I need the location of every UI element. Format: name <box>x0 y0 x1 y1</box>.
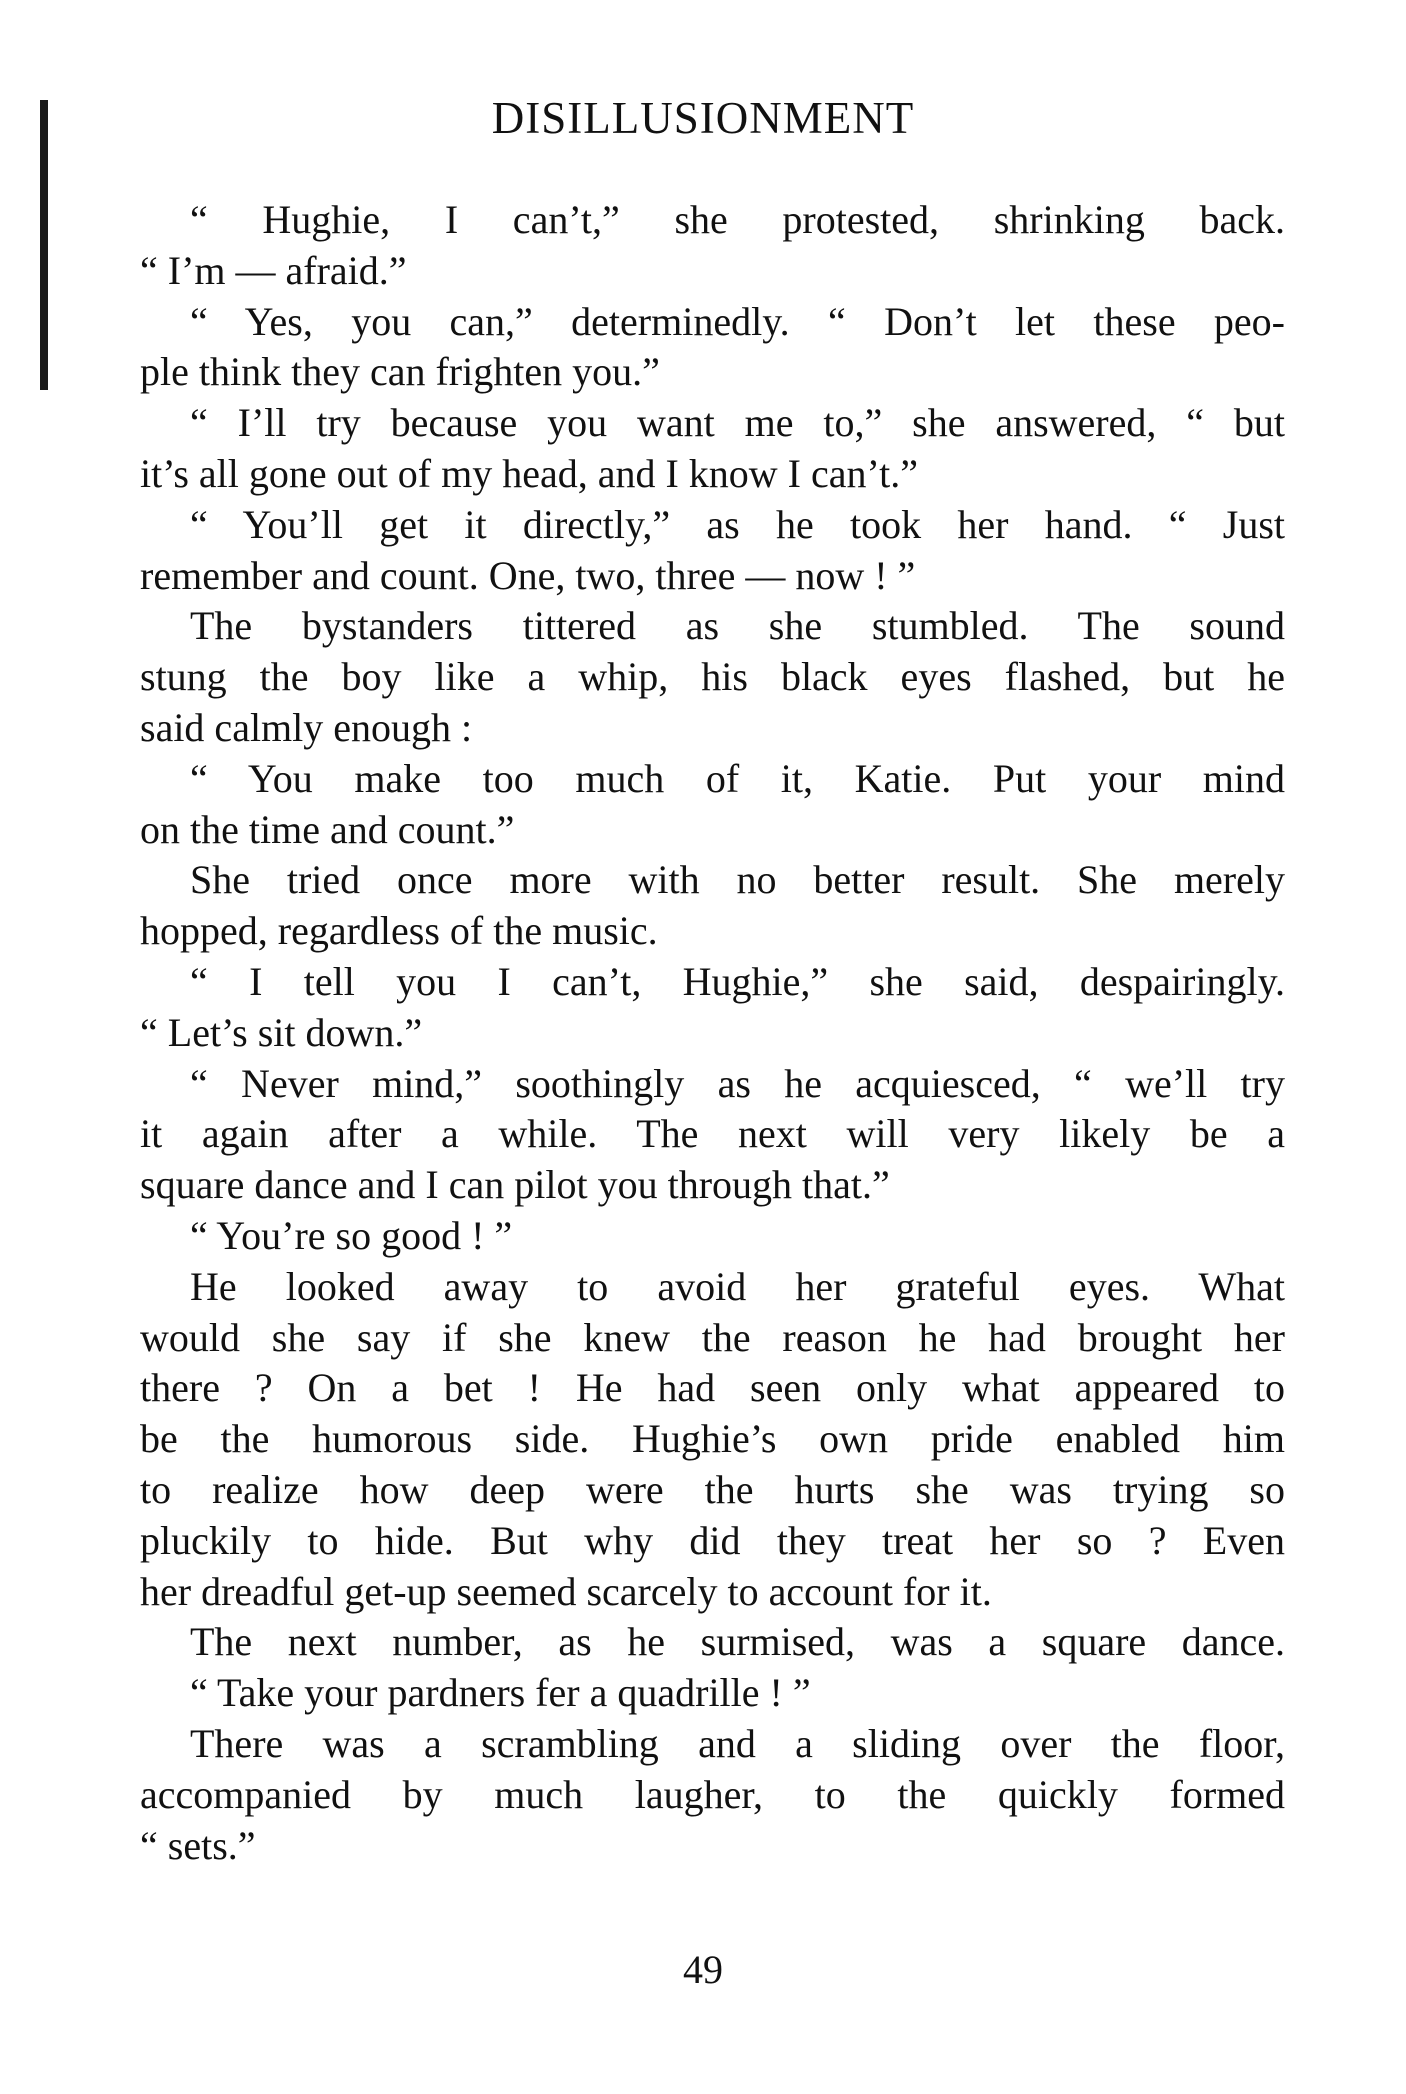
text-line: be the humorous side. Hughie’s own pride enabled him <box>140 1416 1285 1462</box>
body-text <box>140 195 1285 1871</box>
text-line: “ Yes, you can,” determinedly. “ Don’t let these peo- <box>190 298 1285 344</box>
text-line: “ I tell you I can’t, Hughie,” she said, despairingly. <box>190 958 1285 1004</box>
text-line: “ sets.” <box>140 1822 256 1868</box>
text-line: square dance and I can pilot you through that.” <box>140 1162 890 1208</box>
text-line: He looked away to avoid her grateful eyes. What <box>190 1263 1285 1309</box>
text-line: She tried once more with no better result. She merely <box>190 857 1285 903</box>
text-line: “ You’re so good ! ” <box>190 1212 513 1258</box>
text-line: said calmly enough : <box>140 704 473 750</box>
text-line: her dreadful get-up seemed scarcely to account for it. <box>140 1568 992 1614</box>
text-line: “ You make too much of it, Katie. Put your mind <box>190 755 1285 801</box>
text-line: it’s all gone out of my head, and I know I can’t.” <box>140 450 918 496</box>
text-line: There was a scrambling and a sliding over the floor, <box>190 1720 1285 1766</box>
text-line: “ Let’s sit down.” <box>140 1009 423 1055</box>
text-line: The next number, as he surmised, was a square dance. <box>190 1619 1285 1665</box>
text-line: “ I’m — afraid.” <box>140 247 407 293</box>
text-line: there ? On a bet ! He had seen only what appeared to <box>140 1365 1285 1411</box>
text-line: ple think they can frighten you.” <box>140 349 660 395</box>
text-line: would she say if she knew the reason he had brought her <box>140 1314 1285 1360</box>
binding-edge-mark <box>40 100 48 390</box>
text-line: stung the boy like a whip, his black eyes flashed, but he <box>140 654 1285 700</box>
text-line: to realize how deep were the hurts she was trying so <box>140 1466 1285 1512</box>
text-line: “ Hughie, I can’t,” she protested, shrinking back. <box>190 197 1285 242</box>
text-line: “ You’ll get it directly,” as he took her hand. “ Just <box>190 501 1285 547</box>
text-line: on the time and count.” <box>140 806 515 852</box>
text-line: “ I’ll try because you want me to,” she answered, “ but <box>190 400 1285 446</box>
text-line: “ Take your pardners fer a quadrille ! ” <box>190 1670 811 1716</box>
text-line: it again after a while. The next will very likely be a <box>140 1111 1285 1157</box>
page-title: DISILLUSIONMENT <box>491 93 915 143</box>
text-line: accompanied by much laugher, to the quickly formed <box>140 1771 1285 1817</box>
text-line: remember and count. One, two, three — now ! ” <box>140 552 916 598</box>
page-number: 49 <box>683 1947 723 1992</box>
text-line: The bystanders tittered as she stumbled. The sound <box>190 603 1285 649</box>
text-line: “ Never mind,” soothingly as he acquiesced, “ we’ll try <box>190 1060 1285 1106</box>
text-line: pluckily to hide. But why did they treat her so ? Even <box>140 1517 1285 1563</box>
text-line: hopped, regardless of the music. <box>140 908 658 954</box>
